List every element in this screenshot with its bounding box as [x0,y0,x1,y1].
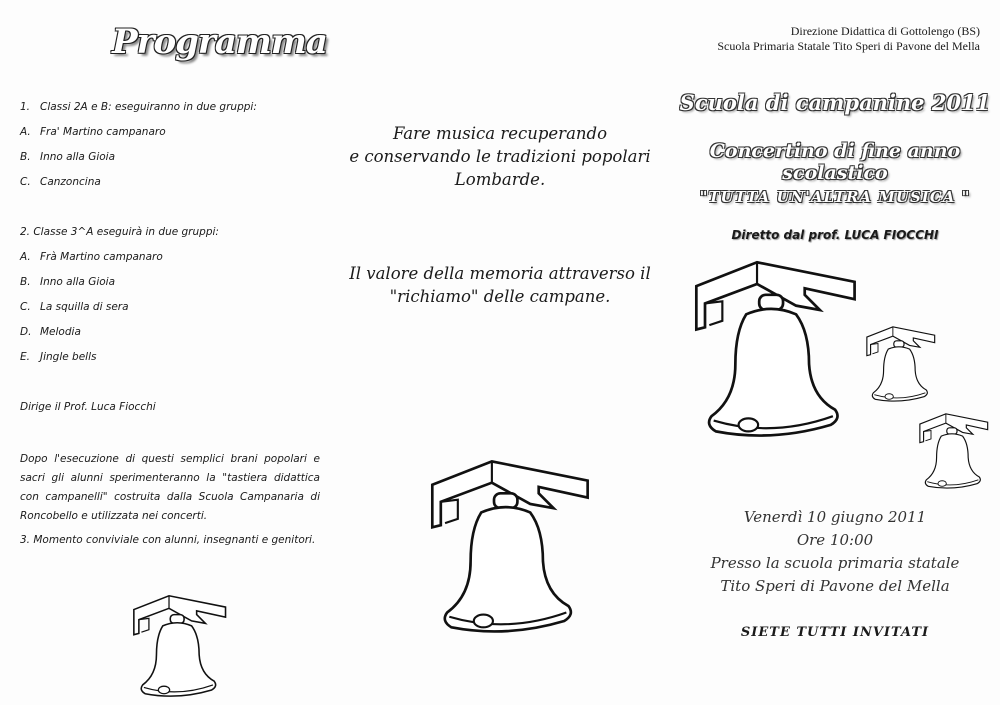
item-text: Inno alla Gioia [40,276,116,288]
list-item [20,270,320,295]
item-text: Melodia [40,326,81,338]
small-bell-illustration [865,322,937,406]
list-item [20,120,320,145]
item-text: La squilla di sera [40,301,129,313]
right-panel [670,0,1000,705]
programma-title: Programma [112,22,327,62]
director-note: Dirige il Prof. Luca Fiocchi [20,401,156,413]
large-bell-illustration [428,455,593,638]
item-letter: A. [20,126,31,138]
item-text: Frà Martino campanaro [40,251,163,263]
school-line: Scuola Primaria Statale Tito Speri di Pavone del Mella [717,39,980,53]
item-letter: A. [20,251,31,263]
section2-header: 2. Classe 3^A eseguirà in due gruppi: [20,226,219,238]
invitation-line: SIETE TUTTI INVITATI [740,625,930,640]
item-letter: C. [20,176,31,188]
list-item [20,345,320,370]
event-place-school: Tito Speri di Pavone del Mella [720,577,950,595]
main-bell-illustration [692,255,860,443]
section1-header-text: Classi 2A e B: eseguiranno in due gruppi: [40,101,257,113]
program-list [20,95,320,553]
item-text: Jingle bells [40,351,97,363]
section1-number: 1. [20,101,31,113]
event-date: Venerdì 10 giugno 2011 [743,508,927,526]
left-panel [0,0,330,705]
show-title: "TUTTA UN'ALTRA MUSICA " [699,188,971,206]
item-text: Canzoncina [40,176,101,188]
director-line: Diretto dal prof. LUCA FIOCCHI [731,228,939,242]
list-item [20,295,320,320]
list-item [20,145,320,170]
event-title: Scuola di campanine 2011 [679,90,991,115]
direction-line: Direzione Didattica di Gottolengo (BS) [790,24,980,38]
list-item [20,245,320,270]
point-3: 3. Momento conviviale con alunni, insegnanti e genitori. [20,534,316,546]
quote-line: Lombarde. [454,170,546,189]
memory-quote [330,262,670,308]
middle-panel [330,0,670,705]
concert-title: Concertino di fine anno scolastico [709,140,961,184]
item-letter: D. [20,326,32,338]
list-item [20,320,320,345]
event-details [670,506,1000,598]
school-header [717,24,980,54]
section1-header [20,95,320,120]
quote-line: "richiamo" delle campane. [389,287,611,306]
small-bell-illustration [130,592,230,700]
item-text: Fra' Martino campanaro [40,126,166,138]
quote-line: Il valore della memoria attraverso il [349,264,651,283]
item-letter: B. [20,276,31,288]
quote-line: Fare musica recuperando [392,124,608,143]
quote-line: e conservando le tradizioni popolari [349,147,651,166]
item-letter: C. [20,301,31,313]
program-paragraph: Dopo l'esecuzione di questi semplici brani popolari e sacri gli alunni sperimenteranno la "tastiera didattica con campanelli" costruita dalla Scuola Campanaria di Roncobello e utilizzata nei concerti. [20,453,320,522]
tradition-quote [330,122,670,191]
item-letter: E. [20,351,30,363]
small-bell-illustration [918,408,990,494]
event-place: Presso la scuola primaria statale [710,554,960,572]
event-time: Ore 10:00 [796,531,874,549]
item-letter: B. [20,151,31,163]
item-text: Inno alla Gioia [40,151,116,163]
list-item [20,170,320,195]
